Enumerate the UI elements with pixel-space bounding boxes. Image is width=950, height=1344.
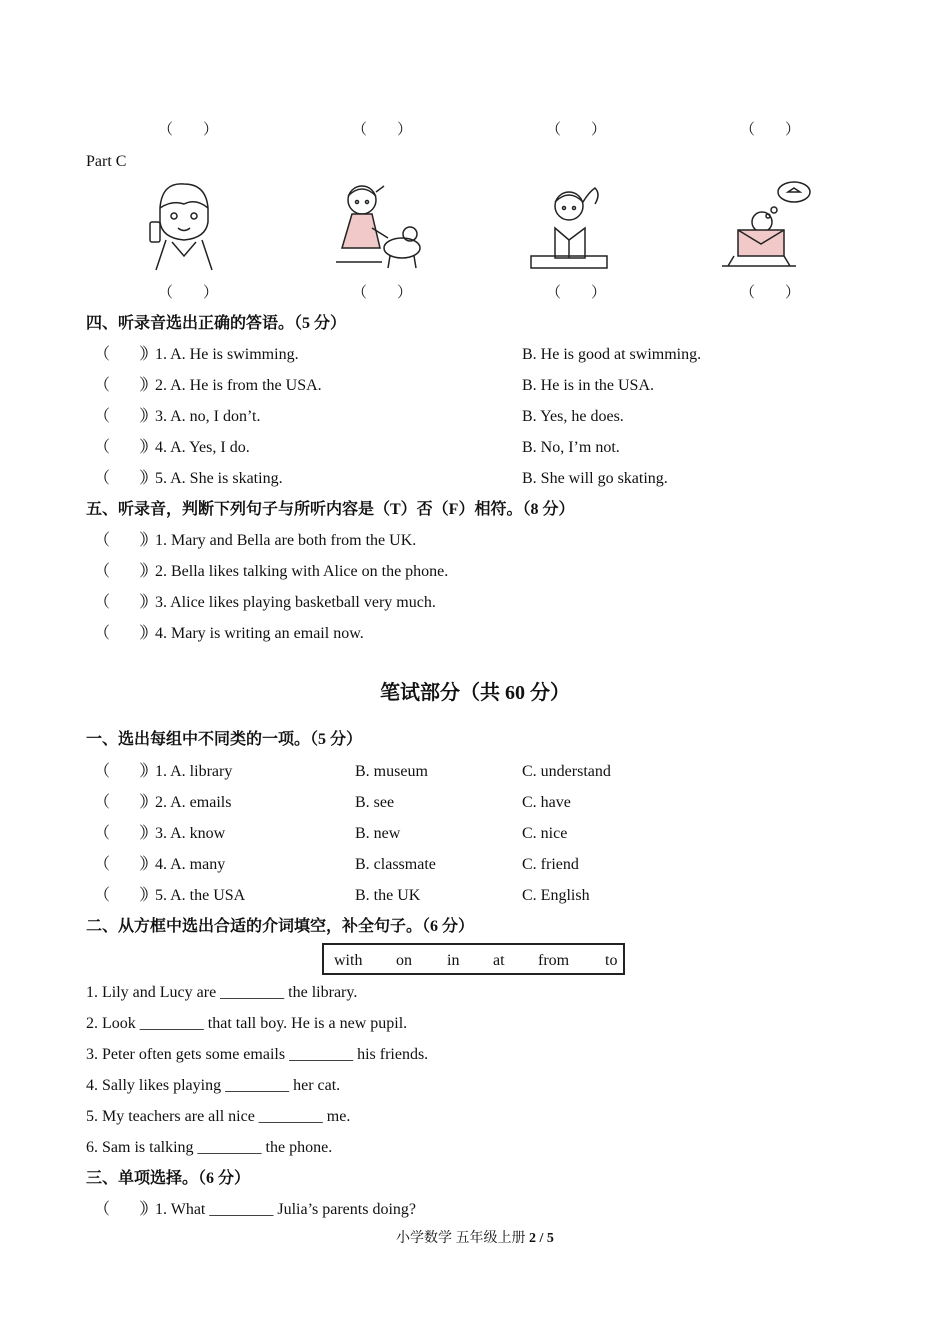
open-paren: （ ）	[94, 825, 159, 842]
open-paren: （ ）	[94, 763, 159, 780]
word-choice: in	[447, 952, 460, 969]
option-a: ）4. A. many	[139, 856, 226, 873]
question-option-b: B. No, I’m not.	[522, 439, 620, 456]
open-paren: （ ）	[94, 346, 159, 363]
open-paren: （ ）	[94, 532, 159, 549]
word-choice: at	[493, 952, 505, 969]
word-choice: to	[605, 952, 618, 969]
section-heading: 四、听录音选出正确的答语。（5 分）	[86, 315, 347, 332]
answer-paren[interactable]: （ ）	[546, 285, 607, 301]
part-c-label: Part C	[86, 153, 127, 170]
open-paren: （ ）	[94, 887, 159, 904]
open-paren: （ ）	[94, 625, 159, 642]
statement: ）4. Mary is writing an email now.	[139, 625, 364, 642]
open-paren: （ ）	[94, 1201, 159, 1218]
open-paren: （ ）	[94, 856, 159, 873]
statement: ）3. Alice likes playing basketball very much.	[139, 594, 436, 611]
answer-paren[interactable]: （ ）	[352, 122, 413, 138]
option-c: C. nice	[522, 825, 568, 842]
fill-blank-sentence: 4. Sally likes playing ________ her cat.	[86, 1077, 341, 1094]
fill-blank-sentence: 5. My teachers are all nice ________ me.	[86, 1108, 351, 1125]
question-option-a: ）5. A. She is skating.	[139, 470, 283, 487]
option-c: C. have	[522, 794, 571, 811]
word-choice: on	[396, 952, 412, 969]
written-part-title: 笔试部分（共 60 分）	[380, 682, 570, 704]
question-option-a: ）3. A. no, I don’t.	[139, 408, 261, 425]
open-paren: （ ）	[94, 408, 159, 425]
option-a: ）1. A. library	[139, 763, 233, 780]
option-b: B. the UK	[355, 887, 421, 904]
question-option-a: ）4. A. Yes, I do.	[139, 439, 250, 456]
option-a: ）2. A. emails	[139, 794, 232, 811]
answer-paren[interactable]: （ ）	[740, 285, 801, 301]
statement: ）2. Bella likes talking with Alice on the phone.	[139, 563, 449, 580]
option-b: B. museum	[355, 763, 428, 780]
open-paren: （ ）	[94, 470, 159, 487]
boy-on-phone-picture	[132, 178, 232, 274]
section-heading: 三、单项选择。（6 分）	[86, 1170, 251, 1187]
open-paren: （ ）	[94, 594, 159, 611]
section-heading: 五、听录音，判断下列句子与所听内容是（T）否（F）相符。（8 分）	[86, 501, 575, 518]
option-a: ）3. A. know	[139, 825, 226, 842]
open-paren: （ ）	[94, 794, 159, 811]
open-paren: （ ）	[94, 439, 159, 456]
word-choice: with	[334, 952, 363, 969]
fill-blank-sentence: 2. Look ________ that tall boy. He is a new pupil.	[86, 1015, 408, 1032]
question: ）1. What ________ Julia’s parents doing?	[139, 1201, 417, 1218]
question-option-b: B. He is good at swimming.	[522, 346, 702, 363]
answer-paren[interactable]: （ ）	[546, 122, 607, 138]
open-paren: （ ）	[94, 563, 159, 580]
girl-at-computer-picture	[718, 178, 818, 274]
page-footer	[0, 1227, 950, 1247]
girl-with-dog-picture	[326, 178, 426, 274]
word-box	[322, 943, 625, 975]
section-heading: 二、从方框中选出合适的介词填空，补全句子。（6 分）	[86, 918, 475, 935]
question-option-b: B. Yes, he does.	[522, 408, 624, 425]
answer-paren[interactable]: （ ）	[352, 285, 413, 301]
answer-paren[interactable]: （ ）	[740, 122, 801, 138]
answer-paren[interactable]: （ ）	[158, 122, 219, 138]
option-a: ）5. A. the USA	[139, 887, 246, 904]
open-paren: （ ）	[94, 377, 159, 394]
fill-blank-sentence: 1. Lily and Lucy are ________ the library.	[86, 984, 358, 1001]
option-b: B. new	[355, 825, 401, 842]
girl-reading-picture	[525, 178, 625, 274]
word-choice: from	[538, 952, 570, 969]
question-option-b: B. She will go skating.	[522, 470, 668, 487]
option-c: C. friend	[522, 856, 579, 873]
question-option-a: ）2. A. He is from the USA.	[139, 377, 322, 394]
fill-blank-sentence: 6. Sam is talking ________ the phone.	[86, 1139, 333, 1156]
option-c: C. English	[522, 887, 590, 904]
page-number: 2 / 5	[529, 1231, 554, 1246]
option-c: C. understand	[522, 763, 611, 780]
answer-paren[interactable]: （ ）	[158, 285, 219, 301]
section-heading: 一、选出每组中不同类的一项。（5 分）	[86, 731, 363, 748]
fill-blank-sentence: 3. Peter often gets some emails ________ his friends.	[86, 1046, 429, 1063]
option-b: B. see	[355, 794, 395, 811]
question-option-b: B. He is in the USA.	[522, 377, 654, 394]
statement: ）1. Mary and Bella are both from the UK.	[139, 532, 417, 549]
question-option-a: ）1. A. He is swimming.	[139, 346, 299, 363]
footer-subject: 小学数学 五年级上册	[396, 1231, 526, 1246]
option-b: B. classmate	[355, 856, 436, 873]
